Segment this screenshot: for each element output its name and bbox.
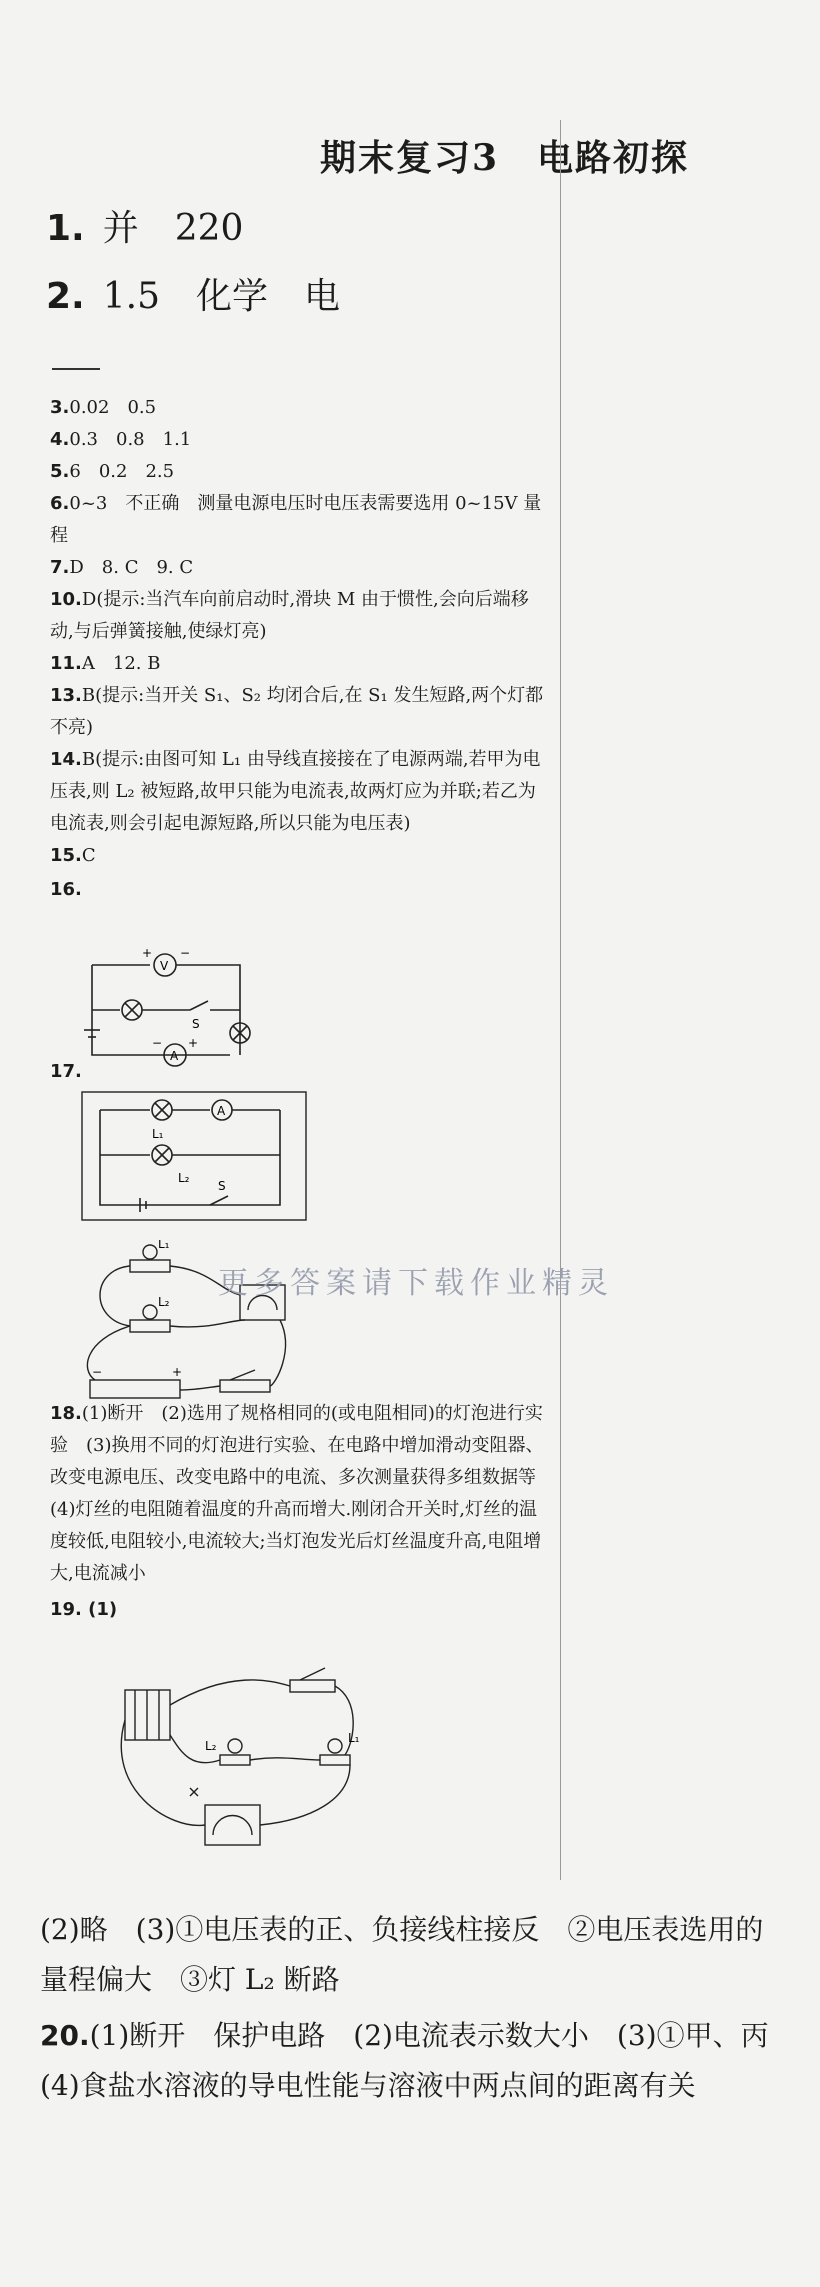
answer-item bbox=[50, 488, 550, 552]
answer-number: 2. bbox=[46, 276, 85, 317]
answer-number: 10. bbox=[50, 589, 82, 610]
answer-19 bbox=[50, 1594, 550, 1626]
answer-item bbox=[50, 744, 550, 840]
answer-16 bbox=[50, 874, 550, 906]
answer-number: 7. bbox=[50, 557, 70, 578]
answer-number: 18. bbox=[50, 1403, 82, 1424]
answer-item bbox=[50, 392, 550, 424]
switch-label: S bbox=[218, 1179, 226, 1193]
answer-item bbox=[50, 424, 550, 456]
lamp-label-1: L₁ bbox=[348, 1731, 360, 1745]
lamp-label-2: L₂ bbox=[205, 1739, 217, 1753]
answer-2 bbox=[46, 268, 340, 319]
lamp-label-2: L₂ bbox=[178, 1171, 190, 1185]
answer-item bbox=[50, 680, 550, 744]
answer-number: 3. bbox=[50, 397, 70, 418]
answer-text: 0.3 0.8 1.1 bbox=[69, 429, 192, 450]
answer-text: B(提示:当开关 S₁、S₂ 均闭合后,在 S₁ 发生短路,两个灯都不亮) bbox=[50, 685, 544, 738]
answer-text: B(提示:由图可知 L₁ 由导线直接接在了电源两端,若甲为电压表,则 L₂ 被短路,故甲只能为电流表,故两灯应为并联;若乙为电流表,则会引起电源短路,所以只能为电压表) bbox=[50, 749, 541, 834]
answer-number: 1. bbox=[46, 208, 85, 249]
lamp-label-1: L₁ bbox=[158, 1240, 170, 1251]
answer-text: 并 220 bbox=[102, 208, 244, 249]
voltmeter-label: V bbox=[160, 959, 169, 973]
plus-sign: + bbox=[188, 1036, 199, 1050]
answer-18 bbox=[50, 1398, 554, 1590]
answer-text: (1)断开 (2)选用了规格相同的(或电阻相同)的灯泡进行实验 (3)换用不同的灯泡进行实验、在电路中增加滑动变阻器、改变电源电压、改变电路中的电流、多次测量获得多组数据等 (4)灯丝的电阻随着温度的升高而增大.刚闭合开关时,灯丝的温度较低,电阻较小,电流较大;当灯泡发光后灯丝温度升高,电阻增大,电流减小 bbox=[50, 1403, 554, 1584]
lamp-label-2: L₂ bbox=[158, 1295, 170, 1309]
answer-20 bbox=[40, 2011, 797, 2111]
minus-sign: − bbox=[152, 1036, 163, 1050]
answer-number: 17. bbox=[50, 1061, 82, 1082]
answer-number: 11. bbox=[50, 653, 82, 674]
answer-number: 20. bbox=[40, 2019, 90, 2052]
minus-sign: − bbox=[92, 1365, 103, 1379]
answer-item bbox=[50, 456, 550, 488]
answer-number: 6. bbox=[50, 493, 70, 514]
ammeter-label: A bbox=[217, 1104, 226, 1118]
answer-item bbox=[50, 552, 550, 584]
answer-text: 6 0.2 2.5 bbox=[69, 461, 175, 482]
answer-text: 1.5 化学 电 bbox=[102, 276, 340, 317]
answer-item bbox=[50, 648, 550, 680]
answer-text: C bbox=[81, 845, 96, 866]
watermark-text: 更多答案请下载作业精灵 bbox=[218, 1266, 614, 1301]
answer-text: D(提示:当汽车向前启动时,滑块 M 由于惯性,会向后端移动,与后弹簧接触,使绿灯亮) bbox=[50, 589, 529, 642]
answer-number: 13. bbox=[50, 685, 82, 706]
lamp-label-1: L₁ bbox=[152, 1127, 164, 1141]
ammeter-label: A bbox=[170, 1049, 179, 1063]
lower-section bbox=[40, 1905, 797, 2111]
answer-19-continued: (2)略 (3)①电压表的正、负接线柱接反 ②电压表选用的量程偏大 ③灯 L₂ 断路 bbox=[40, 1913, 764, 1996]
answer-1 bbox=[46, 200, 243, 251]
answer-item bbox=[50, 840, 550, 872]
answer-text: (1)断开 保护电路 (2)电流表示数大小 (3)①甲、丙 (4)食盐水溶液的导电性能与溶液中两点间的距离有关 bbox=[40, 2019, 797, 2102]
answer-item bbox=[50, 584, 550, 648]
answer-number: 15. bbox=[50, 845, 82, 866]
switch-label: S bbox=[192, 1017, 200, 1031]
section-dash bbox=[52, 368, 100, 370]
bleed-through bbox=[280, 70, 320, 127]
answer-number: 16. bbox=[50, 879, 82, 900]
circuit-diagram-17 bbox=[80, 1090, 310, 1225]
column-divider bbox=[560, 120, 561, 1880]
answer-text: 0.02 0.5 bbox=[69, 397, 157, 418]
answer-list bbox=[50, 392, 550, 872]
circuit-diagram-16 bbox=[80, 935, 270, 1075]
plus-sign: + bbox=[172, 1365, 183, 1379]
answer-number: 4. bbox=[50, 429, 70, 450]
answer-text: 0~3 不正确 测量电源电压时电压表需要选用 0~15V 量程 bbox=[50, 493, 542, 546]
answer-text: D 8. C 9. C bbox=[69, 557, 194, 578]
answer-number: 19. (1) bbox=[50, 1599, 118, 1620]
answer-number: 5. bbox=[50, 461, 70, 482]
plus-sign: + bbox=[142, 946, 153, 960]
minus-sign: − bbox=[180, 946, 191, 960]
answer-number: 14. bbox=[50, 749, 82, 770]
answer-text: A 12. B bbox=[81, 653, 161, 674]
physical-circuit-19 bbox=[110, 1660, 410, 1860]
page-title: 期末复习3 电路初探 bbox=[320, 137, 690, 179]
